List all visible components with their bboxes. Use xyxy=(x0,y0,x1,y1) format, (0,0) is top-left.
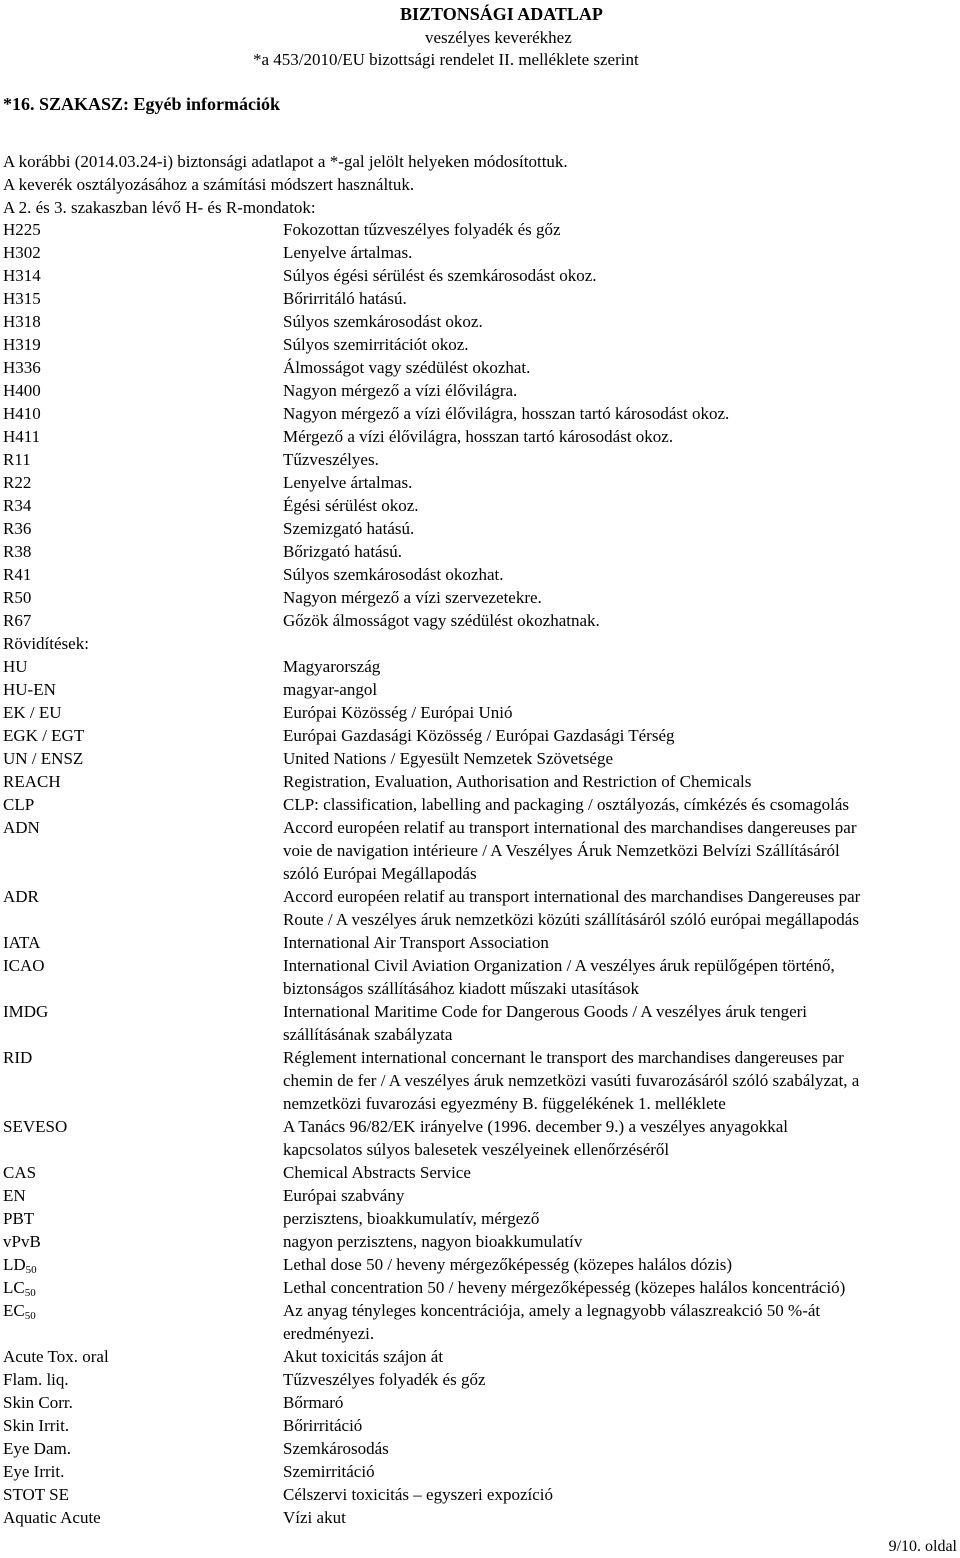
abbreviation-code: vPvB xyxy=(3,1232,41,1251)
phrase-row xyxy=(3,241,958,264)
description-line: chemin de fer / A veszélyes áruk nemzetközi vasúti fuvarozásáról szóló szabályzat, a xyxy=(283,1071,860,1090)
description-line: International Maritime Code for Dangerous Goods / A veszélyes áruk tengeri xyxy=(283,1002,808,1021)
abbreviation-code: Skin Corr. xyxy=(3,1393,73,1412)
description-line: nemzetközi fuvarozási egyezmény B. függelékének 1. melléklete xyxy=(283,1094,726,1113)
abbreviation-row xyxy=(3,1437,958,1460)
abbreviation-row xyxy=(3,1115,958,1161)
description xyxy=(283,701,958,724)
abbreviation-row xyxy=(3,1184,958,1207)
description-line: biztonságos szállításához kiadott műszaki utasítások xyxy=(283,979,639,998)
abbreviation-code: EK / EU xyxy=(3,703,62,722)
phrase-row xyxy=(3,333,958,356)
phrase-text: Súlyos szemkárosodást okoz. xyxy=(283,312,483,331)
note-line: A 2. és 3. szakaszban lévő H- és R-mondatok: xyxy=(3,198,316,217)
phrase-text: Szemizgató hatású. xyxy=(283,519,415,538)
abbreviation-row xyxy=(3,1276,958,1299)
code xyxy=(3,816,283,885)
abbreviation-code: Flam. liq. xyxy=(3,1370,69,1389)
code xyxy=(3,1000,283,1046)
code xyxy=(3,1483,283,1506)
phrase-code: R38 xyxy=(3,542,32,561)
abbreviation-row xyxy=(3,724,958,747)
abbreviation-row xyxy=(3,1253,958,1276)
description-line: voie de navigation intérieure / A Veszélyes Áruk Nemzetközi Belvízi Szállításáról xyxy=(283,841,840,860)
description xyxy=(283,885,958,931)
phrase-text: Tűzveszélyes. xyxy=(283,450,379,469)
abbreviation-row xyxy=(3,1161,958,1184)
description-line: Vízi akut xyxy=(283,1508,346,1527)
phrase-row xyxy=(3,563,958,586)
code xyxy=(3,1184,283,1207)
phrase-text: Álmosságot vagy szédülést okozhat. xyxy=(283,358,531,377)
description xyxy=(283,793,958,816)
description xyxy=(283,1299,958,1345)
description xyxy=(283,1230,958,1253)
abbreviation-code: RID xyxy=(3,1048,33,1067)
code xyxy=(3,701,283,724)
abbreviation-row xyxy=(3,954,958,1000)
code xyxy=(3,793,283,816)
code xyxy=(3,1299,283,1345)
description-line: Európai szabvány xyxy=(283,1186,405,1205)
phrase-code: R34 xyxy=(3,496,32,515)
code xyxy=(3,1506,283,1529)
phrase-code: H336 xyxy=(3,358,41,377)
abbreviation-code: PBT xyxy=(3,1209,35,1228)
code xyxy=(3,1207,283,1230)
abbreviation-row xyxy=(3,1230,958,1253)
code xyxy=(3,1345,283,1368)
phrase-code: H314 xyxy=(3,266,41,285)
code xyxy=(3,1253,283,1276)
description-line: szállításának szabályzata xyxy=(283,1025,453,1044)
abbreviation-code: HU xyxy=(3,657,28,676)
code xyxy=(3,1437,283,1460)
description-line: Tűzveszélyes folyadék és gőz xyxy=(283,1370,486,1389)
description xyxy=(283,1161,958,1184)
description-line: perzisztens, bioakkumulatív, mérgező xyxy=(283,1209,540,1228)
description xyxy=(283,1276,958,1299)
description-line: kapcsolatos súlyos balesetek veszélyeinek ellenőrzéséről xyxy=(283,1140,670,1159)
code xyxy=(3,724,283,747)
code xyxy=(3,954,283,1000)
description-line: United Nations / Egyesült Nemzetek Szövetsége xyxy=(283,749,613,768)
phrase-text: Súlyos szemkárosodást okozhat. xyxy=(283,565,504,584)
description-line: nagyon perzisztens, nagyon bioakkumulatív xyxy=(283,1232,583,1251)
abbreviation-subscript: 50 xyxy=(24,1287,36,1299)
phrase-row xyxy=(3,218,958,241)
description-line: Chemical Abstracts Service xyxy=(283,1163,471,1182)
document-title: BIZTONSÁGI ADATLAP xyxy=(400,4,603,24)
phrase-text: Súlyos égési sérülést és szemkárosodást okoz. xyxy=(283,266,597,285)
abbreviation-row xyxy=(3,678,958,701)
description-line: Lethal dose 50 / heveny mérgezőképesség (közepes halálos dózis) xyxy=(283,1255,733,1274)
abbreviation-code: Eye Irrit. xyxy=(3,1462,65,1481)
phrase-code: R41 xyxy=(3,565,32,584)
code xyxy=(3,1391,283,1414)
phrase-code: H315 xyxy=(3,289,41,308)
phrase-row xyxy=(3,494,958,517)
phrase-text: Nagyon mérgező a vízi szervezetekre. xyxy=(283,588,542,607)
abbreviation-code: IMDG xyxy=(3,1002,49,1021)
phrase-code: R50 xyxy=(3,588,32,607)
phrase-code: H319 xyxy=(3,335,41,354)
abbreviation-code: EGK / EGT xyxy=(3,726,85,745)
description xyxy=(283,1000,958,1046)
description xyxy=(283,1207,958,1230)
abbreviation-code: Eye Dam. xyxy=(3,1439,71,1458)
code xyxy=(3,1460,283,1483)
code xyxy=(3,1276,283,1299)
note-line: A korábbi (2014.03.24-i) biztonsági adatlapot a *-gal jelölt helyeken módosítottuk. xyxy=(3,152,568,171)
abbreviation-row xyxy=(3,1207,958,1230)
phrase-row xyxy=(3,287,958,310)
description-line: Route / A veszélyes áruk nemzetközi közúti szállításáról szóló európai megállapodás xyxy=(283,910,859,929)
description xyxy=(283,1184,958,1207)
phrase-row xyxy=(3,609,958,632)
abbreviations-heading: Rövidítések: xyxy=(3,634,89,653)
description-line: szóló Európai Megállapodás xyxy=(283,864,477,883)
description xyxy=(283,931,958,954)
abbreviation-code: EC xyxy=(3,1301,25,1320)
phrase-code: R11 xyxy=(3,450,31,469)
phrase-row xyxy=(3,264,958,287)
abbreviation-row xyxy=(3,931,958,954)
document-subtitle: veszélyes keverékhez xyxy=(425,28,572,47)
phrase-text: Bőrizgató hatású. xyxy=(283,542,402,561)
description xyxy=(283,1046,958,1115)
description xyxy=(283,1460,958,1483)
description-line: Európai Gazdasági Közösség / Európai Gazdasági Térség xyxy=(283,726,675,745)
description-line: Magyarország xyxy=(283,657,381,676)
abbreviation-row xyxy=(3,816,958,885)
abbreviation-code: Acute Tox. oral xyxy=(3,1347,109,1366)
abbreviation-code: SEVESO xyxy=(3,1117,68,1136)
phrase-text: Nagyon mérgező a vízi élővilágra, hosszan tartó károsodást okoz. xyxy=(283,404,730,423)
description-line: Az anyag tényleges koncentrációja, amely a legnagyobb válaszreakció 50 %-át xyxy=(283,1301,821,1320)
description xyxy=(283,1345,958,1368)
phrase-code: H410 xyxy=(3,404,41,423)
phrase-row xyxy=(3,356,958,379)
abbreviation-code: UN / ENSZ xyxy=(3,749,84,768)
abbreviation-row xyxy=(3,770,958,793)
abbreviation-code: STOT SE xyxy=(3,1485,69,1504)
description-line: Registration, Evaluation, Authorisation and Restriction of Chemicals xyxy=(283,772,752,791)
abbreviation-row xyxy=(3,793,958,816)
abbreviation-row xyxy=(3,885,958,931)
code xyxy=(3,885,283,931)
phrase-text: Égési sérülést okoz. xyxy=(283,496,419,515)
description-line: Szemkárosodás xyxy=(283,1439,389,1458)
description xyxy=(283,1391,958,1414)
description xyxy=(283,724,958,747)
abbreviation-row xyxy=(3,1391,958,1414)
abbreviation-row xyxy=(3,1483,958,1506)
abbreviation-code: EN xyxy=(3,1186,26,1205)
description xyxy=(283,1414,958,1437)
phrase-row xyxy=(3,586,958,609)
phrase-row xyxy=(3,517,958,540)
phrase-row xyxy=(3,448,958,471)
description-line: International Air Transport Association xyxy=(283,933,549,952)
code xyxy=(3,678,283,701)
phrase-row xyxy=(3,310,958,333)
page-number: 9/10. oldal xyxy=(888,1538,957,1555)
phrase-text: Súlyos szemirritációt okoz. xyxy=(283,335,469,354)
abbreviation-row xyxy=(3,1345,958,1368)
phrase-text: Bőrirritáló hatású. xyxy=(283,289,407,308)
description xyxy=(283,1437,958,1460)
phrase-text: Nagyon mérgező a vízi élővilágra. xyxy=(283,381,518,400)
code xyxy=(3,1046,283,1115)
regulation-reference: *a 453/2010/EU bizottsági rendelet II. melléklete szerint xyxy=(253,50,639,69)
description xyxy=(283,1506,958,1529)
abbreviation-row xyxy=(3,1000,958,1046)
phrase-code: H411 xyxy=(3,427,41,446)
description-line: Szemirritáció xyxy=(283,1462,375,1481)
phrase-text: Mérgező a vízi élővilágra, hosszan tartó károsodást okoz. xyxy=(283,427,674,446)
code xyxy=(3,1230,283,1253)
abbreviation-row xyxy=(3,1506,958,1529)
phrase-row xyxy=(3,471,958,494)
phrase-code: R36 xyxy=(3,519,32,538)
abbreviation-code: CLP xyxy=(3,795,35,814)
phrase-code: H225 xyxy=(3,220,41,239)
code xyxy=(3,1161,283,1184)
abbreviation-code: CAS xyxy=(3,1163,37,1182)
phrase-text: Gőzök álmosságot vagy szédülést okozhatnak. xyxy=(283,611,600,630)
phrase-row xyxy=(3,540,958,563)
abbreviation-code: LD xyxy=(3,1255,26,1274)
description-line: CLP: classification, labelling and packaging / osztályozás, címkézés és csomagolás xyxy=(283,795,850,814)
note-line: A keverék osztályozásához a számítási módszert használtuk. xyxy=(3,175,415,194)
description-line: eredményezi. xyxy=(283,1324,375,1343)
code xyxy=(3,1115,283,1161)
phrase-text: Lenyelve ártalmas. xyxy=(283,243,413,262)
abbreviation-row xyxy=(3,1368,958,1391)
phrase-code: R67 xyxy=(3,611,32,630)
description xyxy=(283,954,958,1000)
description xyxy=(283,770,958,793)
code xyxy=(3,1414,283,1437)
abbreviation-code: ADN xyxy=(3,818,40,837)
abbreviation-code: Aquatic Acute xyxy=(3,1508,101,1527)
description xyxy=(283,1483,958,1506)
notes xyxy=(3,150,568,219)
abbreviation-code: LC xyxy=(3,1278,25,1297)
phrase-row xyxy=(3,425,958,448)
phrases-table xyxy=(3,218,958,1529)
abbreviation-row xyxy=(3,701,958,724)
description-line: Accord européen relatif au transport international des marchandises dangereuses par xyxy=(283,818,857,837)
abbreviation-row xyxy=(3,1299,958,1345)
description xyxy=(283,1115,958,1161)
phrase-code: H400 xyxy=(3,381,41,400)
description-line: Bőrirritáció xyxy=(283,1416,363,1435)
phrase-text: Fokozottan tűzveszélyes folyadék és gőz xyxy=(283,220,561,239)
abbreviation-code: REACH xyxy=(3,772,61,791)
code xyxy=(3,655,283,678)
description-line: Accord européen relatif au transport international des marchandises Dangereuses par xyxy=(283,887,861,906)
code xyxy=(3,1368,283,1391)
abbreviation-code: IATA xyxy=(3,933,41,952)
abbreviation-row xyxy=(3,655,958,678)
description xyxy=(283,655,958,678)
description-line: Célszervi toxicitás – egyszeri expozíció xyxy=(283,1485,554,1504)
description-line: Akut toxicitás szájon át xyxy=(283,1347,444,1366)
description-line: Európai Közösség / Európai Unió xyxy=(283,703,513,722)
abbreviation-code: ICAO xyxy=(3,956,45,975)
abbreviation-row xyxy=(3,1414,958,1437)
phrase-row xyxy=(3,402,958,425)
description xyxy=(283,747,958,770)
abbreviation-code: HU-EN xyxy=(3,680,56,699)
description-line: A Tanács 96/82/EK irányelve (1996. december 9.) a veszélyes anyagokkal xyxy=(283,1117,789,1136)
abbreviation-row xyxy=(3,1046,958,1115)
abbreviation-code: ADR xyxy=(3,887,39,906)
description-line: Bőrmaró xyxy=(283,1393,344,1412)
abbreviation-row xyxy=(3,1460,958,1483)
abbreviation-subscript: 50 xyxy=(24,1310,36,1322)
phrase-code: H318 xyxy=(3,312,41,331)
description-line: Lethal concentration 50 / heveny mérgezőképesség (közepes halálos koncentráció) xyxy=(283,1278,846,1297)
abbreviation-row xyxy=(3,747,958,770)
description xyxy=(283,1253,958,1276)
description xyxy=(283,1368,958,1391)
phrase-row xyxy=(3,379,958,402)
description xyxy=(283,816,958,885)
description-line: Réglement international concernant le transport des marchandises dangereuses par xyxy=(283,1048,844,1067)
description-line: magyar-angol xyxy=(283,680,378,699)
description xyxy=(283,678,958,701)
phrase-code: H302 xyxy=(3,243,41,262)
phrase-code: R22 xyxy=(3,473,32,492)
abbreviation-subscript: 50 xyxy=(25,1264,37,1276)
phrase-text: Lenyelve ártalmas. xyxy=(283,473,413,492)
section-title: *16. SZAKASZ: Egyéb információk xyxy=(3,94,281,114)
description-line: International Civil Aviation Organization / A veszélyes áruk repülőgépen történő, xyxy=(283,956,835,975)
code xyxy=(3,747,283,770)
code xyxy=(3,770,283,793)
code xyxy=(3,931,283,954)
abbreviation-code: Skin Irrit. xyxy=(3,1416,70,1435)
